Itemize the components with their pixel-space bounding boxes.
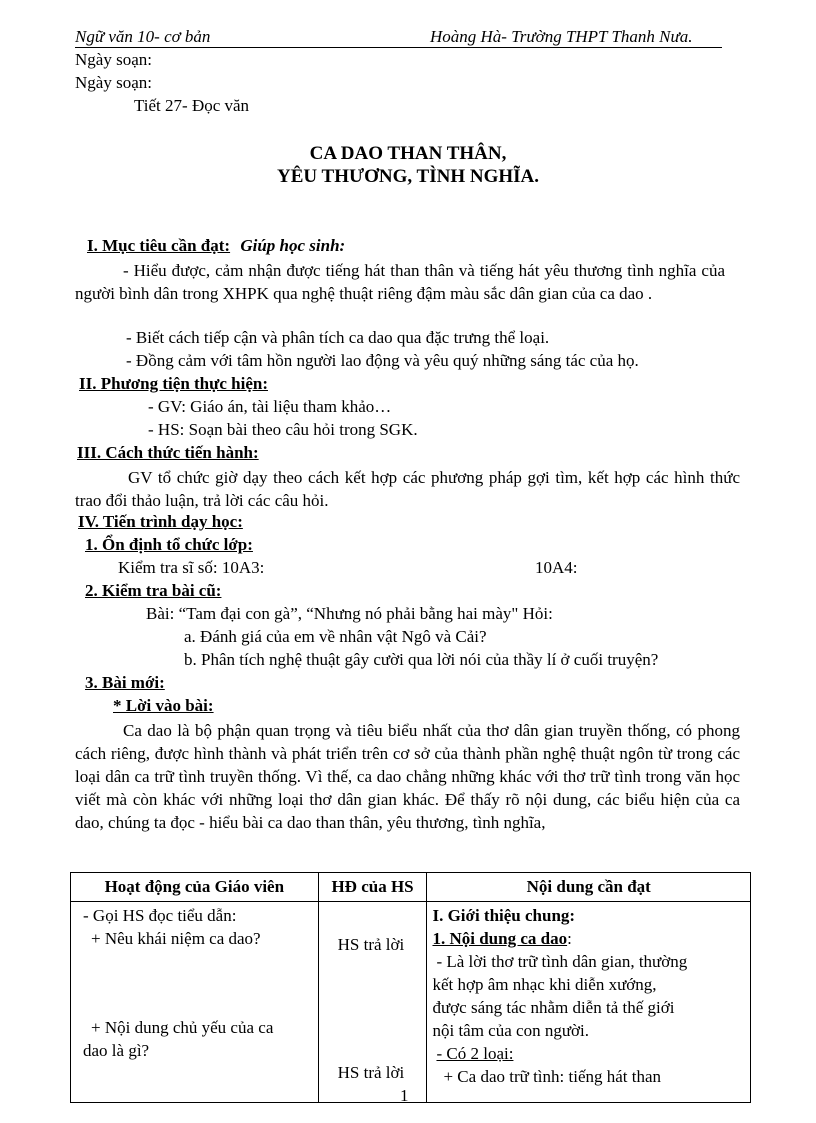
prep-date-1: Ngày soạn: <box>75 50 152 69</box>
intro-heading: * Lời vào bài: <box>113 696 214 715</box>
content-line-1: - Là lời thơ trữ tình dân gian, thường <box>436 952 688 971</box>
subsection-3-heading: 3. Bài mới: <box>85 673 165 692</box>
teacher-line-4: dao là gì? <box>83 1041 150 1060</box>
table-row <box>71 902 751 1103</box>
title-line-2: YÊU THƯƠNG, TÌNH NGHĨA. <box>277 166 539 187</box>
header-left: Ngữ văn 10- cơ bản <box>75 27 211 46</box>
section-4-heading: IV. Tiến trình dạy học: <box>78 512 243 531</box>
lesson-label: Tiết 27- Đọc văn <box>134 96 250 115</box>
header-right: Hoàng Hà- Trường THPT Thanh Nưa. <box>430 27 693 46</box>
content-heading-2: 1. Nội dung ca dao <box>432 929 568 948</box>
prep-date-2: Ngày soạn: <box>75 73 152 92</box>
teacher-activity-cell <box>71 902 319 1103</box>
section-3-heading: III. Cách thức tiến hành: <box>77 443 259 462</box>
section-3-paragraph: GV tổ chức giờ dạy theo cách kết hợp các phương pháp gợi tìm, kết hợp các hình thức trao đổi thảo luận, trả lời các câu hỏi. <box>75 468 740 510</box>
content-line-5: - Có 2 loại: <box>436 1044 514 1063</box>
review-question-b: b. Phân tích nghệ thuật gây cười qua lời nói của thầy lí ở cuối truyện? <box>184 650 659 669</box>
content-line-2: kết hợp âm nhạc khi diễn xướng, <box>432 975 657 994</box>
section-1-heading-row <box>87 236 345 256</box>
table-header-teacher: Hoạt động của Giáo viên <box>71 873 319 902</box>
table-header-student: HĐ của HS <box>318 873 427 902</box>
section-1-p2: - Biết cách tiếp cận và phân tích ca dao qua đặc trưng thể loại. <box>126 328 550 347</box>
intro-paragraph: Ca dao là bộ phận quan trọng và tiêu biểu nhất của thơ dân gian truyền thống, có phong cách riêng, được hình thành và phát triển trên cơ sở của thành phần nghệ thuật ngôn từ trong các loại dân ca trữ tình truyền thống. Vì thế, ca dao chẳng những khác với thơ trữ tình trong văn học viết mà còn khác với những loại thơ dân gian khác. Để thấy rõ nội dung, các biểu hiện của ca dao, chúng ta đọc - hiểu bài ca dao than thân, yêu thương, tình nghĩa, <box>75 721 740 832</box>
content-cell <box>427 902 751 1103</box>
section-1-p3: - Đồng cảm với tâm hồn người lao động và yêu quý những sáng tác của họ. <box>126 351 639 370</box>
section-2-hs: - HS: Soạn bài theo câu hỏi trong SGK. <box>148 420 418 439</box>
teacher-line-3: + Nội dung chủ yếu của ca <box>91 1018 274 1037</box>
content-line-6: + Ca dao trữ tình: tiếng hát than <box>443 1067 662 1086</box>
section-2-gv: - GV: Giáo án, tài liệu tham khảo… <box>148 397 392 416</box>
table-header-row <box>71 873 751 902</box>
student-activity-cell <box>318 902 427 1103</box>
content-line-4: nội tâm của con người. <box>432 1021 589 1040</box>
teacher-line-1: - Gọi HS đọc tiểu dẫn: <box>83 906 237 925</box>
attendance-check: Kiểm tra sĩ số: 10A3: <box>118 558 265 577</box>
attendance-class-2: 10A4: <box>535 558 578 577</box>
section-2-heading: II. Phương tiện thực hiện: <box>79 374 268 393</box>
content-heading-2-colon: : <box>567 929 572 948</box>
section-1-p1: - Hiểu được, cảm nhận được tiếng hát than thân và tiếng hát yêu thương tình nghĩa của người bình dân trong XHPK qua nghệ thuật riêng đậm màu sắc dân gian của ca dao . <box>75 261 725 303</box>
table-header-content: Nội dung cần đạt <box>427 873 751 902</box>
section-1-heading: I. Mục tiêu cần đạt: <box>87 236 231 255</box>
teacher-line-2: + Nêu khái niệm ca dao? <box>91 929 261 948</box>
student-answer-2: HS trả lời <box>337 1063 405 1082</box>
lesson-table <box>70 872 751 1103</box>
section-1-subheading: Giúp học sinh: <box>240 236 346 255</box>
title-line-1: CA DAO THAN THÂN, <box>309 143 507 164</box>
review-question-a: a. Đánh giá của em về nhân vật Ngô và Cải? <box>184 627 487 646</box>
student-answer-1: HS trả lời <box>337 935 405 954</box>
header-rule <box>75 47 722 48</box>
content-line-3: được sáng tác nhằm diễn tả thế giới <box>432 998 675 1017</box>
content-heading-1: I. Giới thiệu chung: <box>432 906 576 925</box>
review-line: Bài: “Tam đại con gà”, “Nhưng nó phải bằng hai mày" Hỏi: <box>146 604 553 623</box>
page-number: 1 <box>400 1086 409 1105</box>
content-heading-2-row <box>432 929 571 949</box>
subsection-1-heading: 1. Ổn định tổ chức lớp: <box>85 535 253 554</box>
subsection-2-heading: 2. Kiểm tra bài cũ: <box>85 581 222 600</box>
